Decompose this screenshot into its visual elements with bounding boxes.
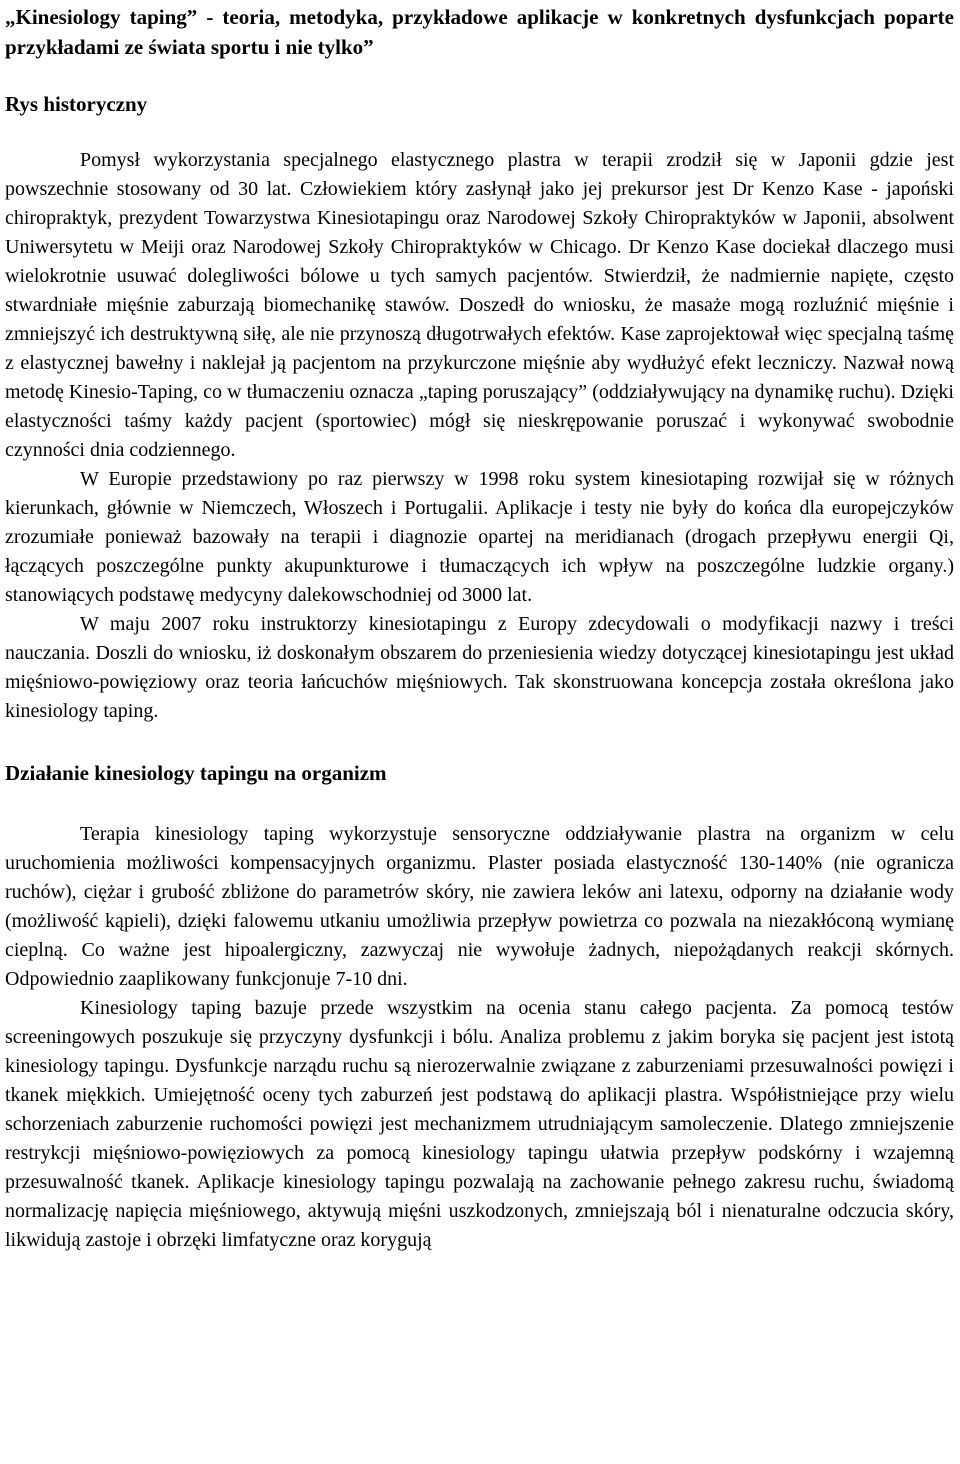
section-heading-rys-historyczny: Rys historyczny: [5, 92, 148, 116]
document-title: „Kinesiology taping” - teoria, metodyka, przykładowe aplikacje w konkretnych dysfunkcjach poparte przykładami ze świata sportu i nie tylko”: [5, 5, 954, 59]
paragraph: Pomysł wykorzystania specjalnego elastycznego plastra w terapii zrodził się w Japonii gdzie jest powszechnie stosowany od 30 lat. Człowiekiem który zasłynął jako jej prekursor jest Dr Kenzo Kase - japoński chiropraktyk, prezydent Towarzystwa Kinesiotapingu oraz Narodowej Szkoły Chiropraktyków w Japonii, absolwent Uniwersytetu w Meiji oraz Narodowej Szkoły Chiropraktyków w Chicago. Dr Kenzo Kase dociekał dlaczego musi wielokrotnie usuwać dolegliwości bólowe u tych samych pacjentów. Stwierdził, że nadmiernie napięte, często stwardniałe mięśnie zaburzają biomechanikę stawów. Doszedł do wniosku, że masaże mogą rozluźnić mięśnie i zmniejszyć ich destruktywną siłę, ale nie przynoszą długotrwałych efektów. Kase zaprojektował więc specjalną taśmę z elastycznej bawełny i naklejał ją pacjentom na przykurczone mięśnie aby wydłużyć efekt leczniczy. Nazwał nową metodę Kinesio-Taping, co w tłumaczeniu oznacza „taping poruszający” (oddziaływujący na dynamikę ruchu). Dzięki elastyczności taśmy każdy pacjent (sportowiec) mógł się nieskrępowanie poruszać i wykonywać swobodnie czynności dnia codziennego.: [5, 149, 954, 461]
section-rys-historyczny: [5, 146, 954, 726]
paragraph: Terapia kinesiology taping wykorzystuje sensoryczne oddziaływanie plastra na organizm w celu uruchomienia możliwości kompensacyjnych organizmu. Plaster posiada elastyczność 130-140% (nie ogranicza ruchów), ciężar i grubość zbliżone do parametrów skóry, nie zawiera leków ani latexu, odporny na działanie wody (możliwość kąpieli), dzięki falowemu utkaniu umożliwia przepływ powietrza co pozwala na niezakłóconą wymianę cieplną. Co ważne jest hipoalergiczny, zazwyczaj nie wywołuje żadnych, niepożądanych reakcji skórnych. Odpowiednio zaaplikowany funkcjonuje 7-10 dni.: [5, 823, 954, 990]
section-dzialanie: [5, 820, 954, 1255]
section-heading-dzialanie: Działanie kinesiology tapingu na organizm: [5, 761, 387, 785]
paragraph: W Europie przedstawiony po raz pierwszy w 1998 roku system kinesiotaping rozwijał się w różnych kierunkach, głównie w Niemczech, Włoszech i Portugalii. Aplikacje i testy nie były do końca dla europejczyków zrozumiałe ponieważ bazowały na terapii i diagnozie opartej na meridianach (drogach przepływu energii Qi, łączących poszczególne punkty akupunkturowe i tłumaczących ich wpływ na poszczególne ludzkie organy.) stanowiących podstawę medycyny dalekowschodniej od 3000 lat.: [5, 468, 954, 606]
paragraph: W maju 2007 roku instruktorzy kinesiotapingu z Europy zdecydowali o modyfikacji nazwy i treści nauczania. Doszli do wniosku, iż doskonałym obszarem do przeniesienia wiedzy dotyczącej kinesiotapingu jest układ mięśniowo-powięziowy oraz teoria łańcuchów mięśniowych. Tak skonstruowana koncepcja została określona jako kinesiology taping.: [5, 613, 954, 722]
paragraph: Kinesiology taping bazuje przede wszystkim na ocenia stanu całego pacjenta. Za pomocą testów screeningowych poszukuje się przyczyny dysfunkcji i bólu. Analiza problemu z jakim boryka się pacjent jest istotą kinesiology tapingu. Dysfunkcje narządu ruchu są nierozerwalnie związane z zaburzeniami przesuwalności powięzi i tkanek miękkich. Umiejętność oceny tych zaburzeń jest podstawą do aplikacji plastra. Współistniejące przy wielu schorzeniach zaburzenie ruchomości powięzi jest mechanizmem utrudniającym samoleczenie. Dlatego zmniejszenie restrykcji mięśniowo-powięziowych za pomocą kinesiology tapingu ułatwia przepływ podskórny i wzajemną przesuwalność tkanek. Aplikacje kinesiology tapingu pozwalają na zachowanie pełnego zakresu ruchu, świadomą normalizację napięcia mięśniowego, aktywują mięśni uszkodzonych, zmniejszają ból i nienaturalne odczucia skóry, likwidują zastoje i obrzęki limfatyczne oraz korygują: [5, 997, 954, 1251]
